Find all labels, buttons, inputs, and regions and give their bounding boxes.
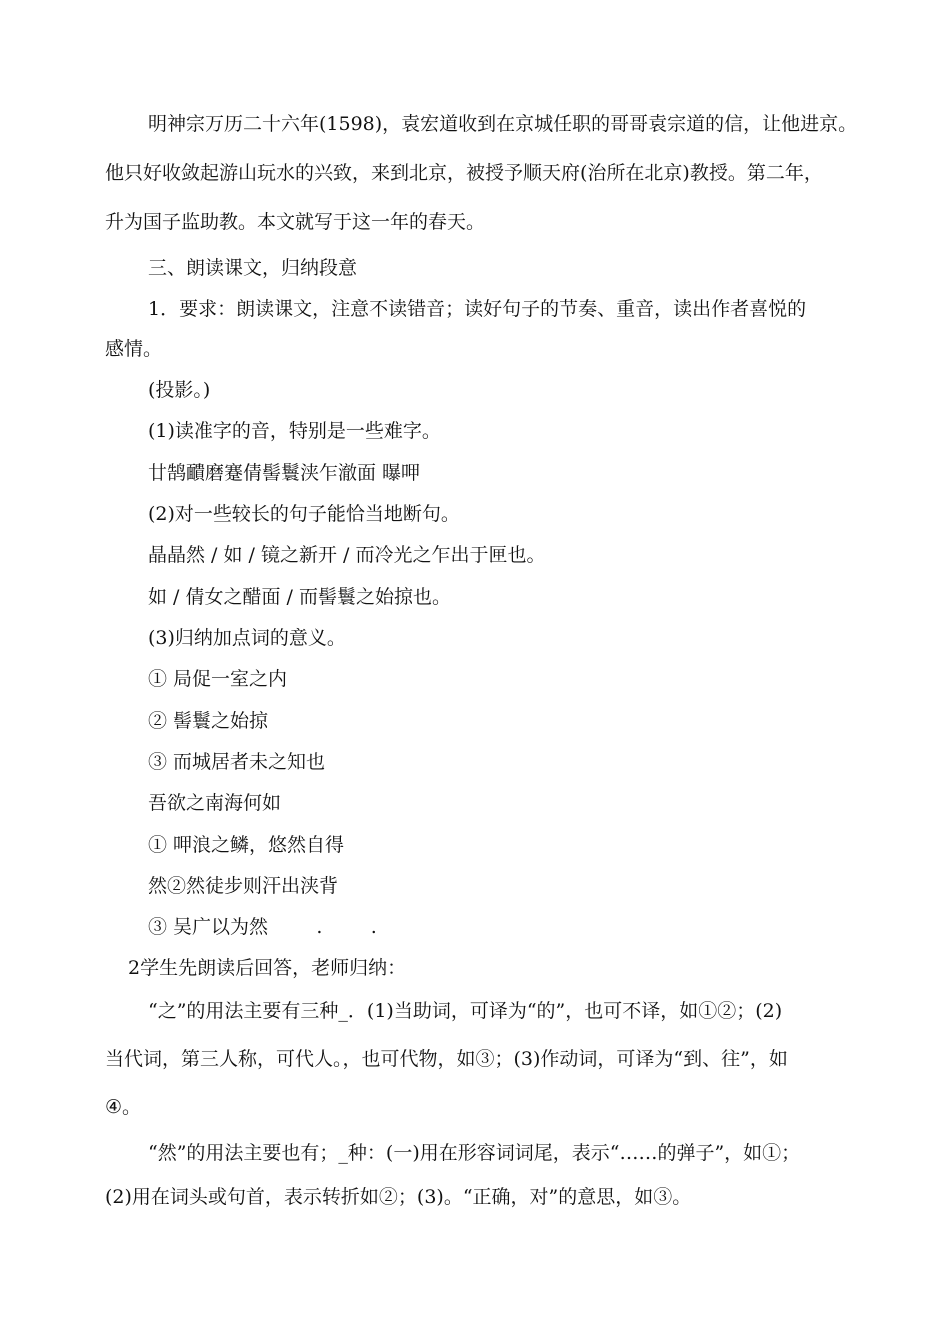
section-heading: 三、朗读课文，归纳段意 [148, 257, 358, 279]
intro-line-2: 他只好收敛起游山玩水的兴致，来到北京，被授予顺天府(治所在北京)教授。第二年， [105, 162, 823, 184]
ran-example-2: 然②然徒步则汗出浃背 [148, 875, 339, 897]
zhi-summary-line-1: “之”的用法主要有三种_．(1)当助词，可译为“的”，也可不译，如①②；(2) [148, 1000, 783, 1022]
zhi-example-2: ② 髻鬟之始掠 [148, 710, 269, 732]
ran-example-3: ③ 吴广以为然 . . [148, 916, 377, 938]
projection-note: (投影。) [148, 379, 211, 401]
intro-line-1: 明神宗万历二十六年(1598)，袁宏道收到在京城任职的哥哥袁宗道的信，让他进京。 [148, 113, 858, 135]
difficult-characters: 廿鹄靧磨蹇倩髻鬟浃乍澈面 曝呷 [148, 462, 421, 484]
zhi-summary-line-2: 当代词，第三人称，可代人。，也可代物，如③；(3)作动词，可译为“到、往”，如 [105, 1048, 788, 1070]
requirement-line-1: 1．要求：朗读课文，注意不读错音；读好句子的节奏、重音，读出作者喜悦的 [148, 298, 807, 320]
ran-summary-line-1: “然”的用法主要也有；_种：(一)用在形容词词尾，表示“……的弹子”，如①； [148, 1142, 801, 1164]
sentence-break-2: 如 / 倩女之醋面 / 而髻鬟之始掠也。 [148, 586, 451, 608]
intro-line-3: 升为国子监助教。本文就写于这一年的春天。 [105, 211, 486, 233]
ran-example-1: ① 呷浪之鳞，悠然自得 [148, 834, 345, 856]
item-2-title: (2)对一些较长的句子能恰当地断句。 [148, 503, 460, 525]
requirement-line-2: 感情。 [105, 338, 163, 360]
sentence-break-1: 晶晶然 / 如 / 镜之新开 / 而冷光之乍出于匣也。 [148, 544, 546, 566]
zhi-summary-line-3: ④。 [105, 1096, 142, 1118]
item-1-title: (1)读准字的音，特别是一些难字。 [148, 420, 441, 442]
item-3-title: (3)归纳加点词的意义。 [148, 627, 346, 649]
zhi-example-4: 吾欲之南海何如 [148, 792, 282, 814]
zhi-example-3: ③ 而城居者未之知也 [148, 751, 326, 773]
ran-summary-line-2: (2)用在词头或句首，表示转折如②；(3)。“正确，对”的意思，如③。 [105, 1186, 692, 1208]
step-2-title: 2学生先朗读后回答，老师归纳： [128, 957, 407, 979]
zhi-example-1: ① 局促一室之内 [148, 668, 288, 690]
